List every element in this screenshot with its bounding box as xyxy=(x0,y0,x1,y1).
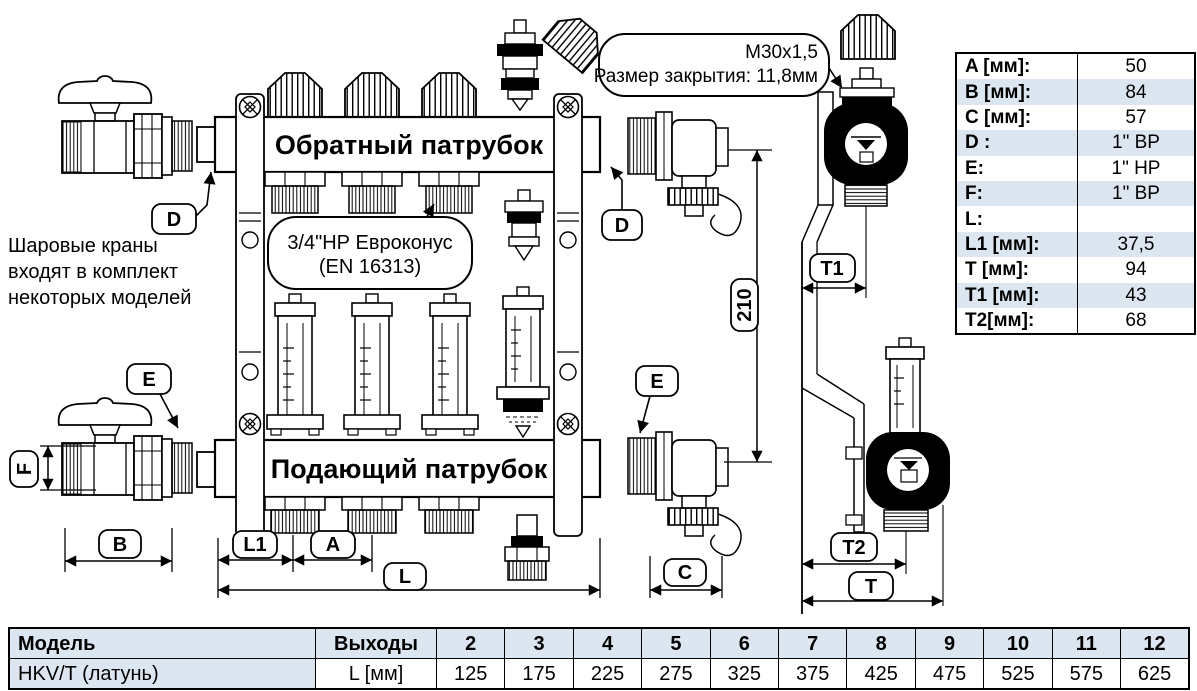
return-manifold-label: Обратный патрубок xyxy=(274,130,544,160)
label-e-right xyxy=(636,366,678,433)
spec-row: B [мм]: 84 xyxy=(956,79,1195,104)
dimension-t2 xyxy=(802,533,906,564)
svg-text:D: D xyxy=(614,215,630,237)
mounting-bracket-right xyxy=(554,94,582,536)
dimension-t xyxy=(802,572,943,601)
svg-text:T2: T2 xyxy=(842,537,866,559)
mounting-bracket-left xyxy=(236,94,264,536)
svg-text:210: 210 xyxy=(734,288,756,322)
spec-row: T [мм]: 94 xyxy=(956,257,1195,282)
label-l1: L1 xyxy=(243,534,267,556)
dimension-b xyxy=(65,528,172,572)
spec-row: L: xyxy=(956,206,1195,231)
note-line2: входят в комплект xyxy=(8,261,179,283)
svg-text:D: D xyxy=(166,209,182,231)
spec-row: C [мм]: 57 xyxy=(956,105,1195,130)
model-table xyxy=(8,627,1190,690)
elbow-drain-valve-top xyxy=(628,112,741,235)
note-ball-valves xyxy=(8,235,191,309)
spec-row: E: 1" НР xyxy=(956,156,1195,181)
valve-insert-on-manifold xyxy=(505,190,543,260)
label-l: L xyxy=(398,566,412,588)
label-d-left xyxy=(152,172,211,234)
svg-text:F: F xyxy=(14,462,36,476)
dimension-c xyxy=(650,556,722,598)
ball-valve-bottom xyxy=(59,398,192,500)
euroconus-callout-line1: 3/4"НР Евроконус xyxy=(287,232,453,254)
svg-text:E: E xyxy=(650,371,664,393)
m30-callout xyxy=(594,34,842,96)
dimension-210 xyxy=(724,150,772,462)
spec-row: L1 [мм]: 37,5 xyxy=(956,232,1195,257)
spec-row: D : 1" ВР xyxy=(956,130,1195,155)
m30-callout-line1: M30x1,5 xyxy=(745,42,818,63)
euroconus-callout-line2: (EN 16313) xyxy=(318,256,422,278)
model-table-header: Модель Выходы 2 3 4 5 6 7 8 9 10 11 12 xyxy=(9,628,1189,659)
valve-caps xyxy=(268,73,476,117)
note-line1: Шаровые краны xyxy=(8,235,158,257)
supply-manifold-label: Подающий патрубок xyxy=(270,454,548,484)
label-a: A xyxy=(325,534,341,556)
flow-meters xyxy=(267,294,478,435)
model-table-row: HKV/T (латунь) L [мм] 125 175 225 275 325 375 425 475 525 575 625 xyxy=(9,659,1189,690)
svg-text:C: C xyxy=(677,562,693,584)
svg-text:B: B xyxy=(112,534,128,556)
m30-callout-line2: Размер закрытия: 11,8мм xyxy=(593,66,818,87)
svg-text:E: E xyxy=(142,369,156,391)
valve-insert-exploded xyxy=(497,20,543,110)
ball-valve-top xyxy=(59,76,192,178)
flow-meter-detached xyxy=(497,287,549,437)
spec-table xyxy=(955,52,1196,335)
euroconus-connections-bottom xyxy=(265,497,479,533)
euroconus-connections-top xyxy=(265,172,479,213)
spec-row: T2[мм]: 68 xyxy=(956,308,1195,334)
svg-text:T: T xyxy=(864,576,878,598)
svg-text:T1: T1 xyxy=(820,258,844,280)
spec-row: T1 [мм]: 43 xyxy=(956,283,1195,308)
side-view-valve-bottom xyxy=(846,338,950,606)
label-d-right xyxy=(602,167,642,240)
euroconus-callout xyxy=(268,204,472,289)
elbow-drain-valve-bottom xyxy=(628,432,741,555)
dimension-t1 xyxy=(802,254,866,288)
drain-plug xyxy=(505,515,549,580)
spec-row: F: 1" ВР xyxy=(956,181,1195,206)
note-line3: некоторых моделей xyxy=(8,287,192,309)
spec-row: A [мм]: 50 xyxy=(956,53,1195,79)
